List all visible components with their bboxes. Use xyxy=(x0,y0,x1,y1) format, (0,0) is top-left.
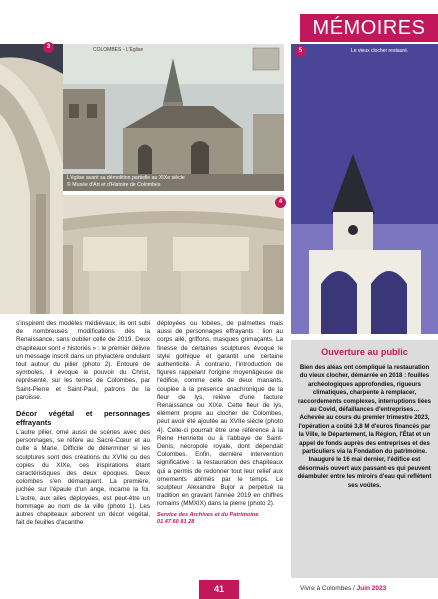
photo-caption-text: L'église avant sa démolition partielle au XIXe siècle xyxy=(67,175,185,181)
sidebar-box-title: Ouverture au public xyxy=(321,347,408,357)
bell-tower-illustration xyxy=(291,44,438,334)
photo-postcard-church xyxy=(46,44,284,191)
capitals-illustration xyxy=(63,195,284,314)
photo-bell-tower xyxy=(291,44,438,334)
photo-number-badge: 4 xyxy=(275,197,286,208)
photo-caption xyxy=(67,175,282,189)
photo-capitals xyxy=(63,195,284,314)
photo-number-badge: 5 xyxy=(295,46,306,57)
article-paragraph: L'autre pilier, orné aussi de scènes avec des personnages, se réfère au Sacré-Cœur et au culte à Marie. Difficile de déterminer si les sculptures sont des créations du XVIIe ou des copies du XIXe, ces inspirations étant caractéristiques des deux époques. Deux colombes s'en démarquent. La première, juchée sur l'épaule d'un ange, incarne la foi. L'autre, aux ailes déployées, est peut-être un hommage au nom de la ville (photo 1). Les autres chapiteaux arborent un décor végétal, fait de feuilles d'acanthe xyxy=(16,429,150,527)
magazine-name: Vivre à Colombes / Juin 2023 xyxy=(300,585,387,592)
article-column-1 xyxy=(16,320,150,527)
sidebar-box xyxy=(291,340,438,578)
section-tag: MÉMOIRES xyxy=(300,14,438,42)
photo-caption: Le vieux clocher restauré. xyxy=(351,48,409,54)
sidebar-box-text: Bien des aléas ont compliqué la restauration du vieux clocher, démarrée en 2018 : fouilles archéologiques approfondies, rigueurs climatiques, charpente à remplacer, raccordements complexes, interruptions liées au Covid, défaillances d'entreprises… Achevée au cours du premier trimestre 2023, l'opération a coûté 3,8 M d'euros financés par la Ville, le Département, la Région, l'État et un appel de fonds auprès des entreprises et des particuliers via la Fondation du patrimoine. Inauguré le 16 mai dernier, l'édifice est désormais ouvert aux passant·es qui peuvent déambuler entre les miroirs d'eau qui reflètent ses voûtes. xyxy=(297,364,432,489)
arch-illustration xyxy=(0,44,63,314)
photo-credit: © Musée d'Art et d'Histoire de Colombes xyxy=(67,182,161,188)
magazine-issue: Juin 2023 xyxy=(356,585,387,592)
article-paragraph: déployées ou lobées, de palmettes mais aussi de personnages effrayants : lion au corps ailé, griffons, masques grimaçants. La finesse de certaines sculptures évoque le style gothique et garantit une certaine authenticité. À contrario, l'introduction de figures rappelant l'origine moyenâgeuse de l'édifice, comme celle de deux manants, couplée à la présence anachronique de la fleur de lys, relève d'une facture Renaissance ou XIXe. Cette fleur de lys, élément propre au clocher de Colombes, peut avoir été ajoutée au XVIIe siècle (photo 4). Celle-ci pourrait être une référence à la Reine Henriette ou à l'abbaye de Saint-Denis, nécropole royale, dont dépendait Colombes. Enfin, dernière intervention significative : la restauration des chapiteaux qui a permis de redonner tout leur relief aux ornements abîmés par le temps. Le sculpteur Alexandre Bujor a perpétué la tradition en gravant l'année 2019 en chiffres romains (MMXIX) dans la pierre (photo 2). xyxy=(157,320,283,508)
page-number: 41 xyxy=(199,580,239,599)
photo-number-badge: 3 xyxy=(43,42,54,53)
article-column-2 xyxy=(157,320,283,526)
article-subheading: Décor végétal et personnages effrayants xyxy=(16,409,150,428)
church-postcard-illustration xyxy=(63,44,284,191)
postcard-stamp: COLOMBES - L'Église xyxy=(93,47,144,53)
magazine-title: Vivre à Colombes xyxy=(300,585,352,592)
article-contact xyxy=(157,512,283,526)
contact-service: Service des Archives et du Patrimoine xyxy=(157,511,259,518)
article-paragraph: s'inspirent des modèles médiévaux, ils ont subi de nombreuses modifications dès la Renaissance, sans oublier celle de 2019. Deux chapiteaux sont « historiés » : le premier délivre un message inscrit dans un phylactère ondulant tout autour du pilier (photo 2). Entouré de symboles, il évoque le pouvoir du Christ, représenté, sur les terres de Colombes, par Saint-Pierre et Saint-Paul, patrons de la paroisse. xyxy=(16,320,150,401)
contact-phone: 01 47 60 81 28 xyxy=(157,518,195,525)
photo-arch xyxy=(0,44,63,314)
